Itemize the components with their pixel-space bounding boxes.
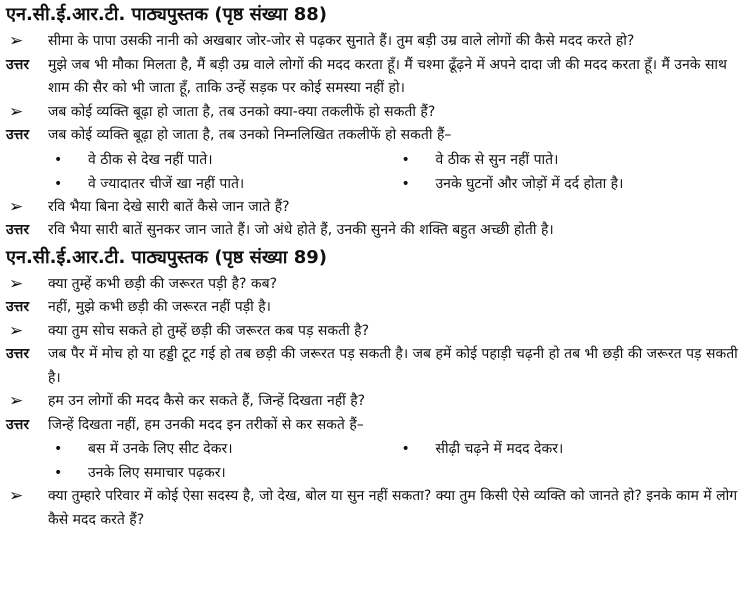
bullet-list [6, 148, 749, 196]
answer-label: उत्तर [6, 222, 30, 238]
answer-text: जब पैर में मोच हो या हड्डी टूट गई हो तब छड़ी की जरूरत पड़ सकती है। जब हमें कोई पहाड़ी चढ़नी हो तब भी छड़ी की जरूरत पड़ सकती है। [48, 346, 738, 386]
bullet-icon: • [401, 441, 410, 457]
answer-block [6, 414, 749, 438]
list-item-text: वे ज्यादातर चीजें खा नहीं पाते। [88, 175, 245, 192]
question-block [6, 485, 749, 532]
bullet-icon: • [54, 175, 63, 192]
list-item-text: उनके लिए समाचार पढ़कर। [88, 465, 226, 481]
question-text: क्या तुम सोच सकते हो तुम्हें छड़ी की जरूरत कब पड़ सकती है? [48, 322, 370, 339]
question-block [6, 390, 749, 414]
answer-label: उत्तर [6, 416, 30, 433]
question-block [6, 30, 749, 54]
list-item [54, 437, 402, 461]
answer-label: उत्तर [6, 346, 30, 362]
answer-block [6, 296, 749, 320]
answer-block [6, 343, 749, 390]
question-text: क्या तुम्हें कभी छड़ी की जरूरत पड़ी है? कब? [48, 275, 278, 292]
list-item-text: उनके घुटनों और जोड़ों में दर्द होता है। [435, 175, 624, 192]
list-item-text: सीढ़ी चढ़ने में मदद देकर। [435, 441, 564, 457]
arrow-icon: ➢ [9, 101, 24, 122]
list-item [402, 437, 750, 461]
bullet-icon: • [54, 151, 63, 168]
answer-text: नहीं, मुझे कभी छड़ी की जरूरत नहीं पड़ी है। [48, 299, 271, 315]
question-block [6, 320, 749, 344]
answer-block [6, 124, 749, 148]
answer-text: मुझे जब भी मौका मिलता है, मैं बड़ी उम्र वाले लोगों की मदद करता हूँ। मैं चश्मा ढूँढ़ने में अपने दादा जी की मदद करता हूँ। मैं उनके साथ शाम की सैर को भी जाता हूँ, ताकि उन्हें सड़क पर कोई समस्या नहीं हो। [48, 56, 727, 96]
answer-text: जब कोई व्यक्ति बूढ़ा हो जाता है, तब उनको निम्नलिखित तकलीफें हो सकती हैं– [48, 127, 452, 143]
answer-text: रवि भैया सारी बातें सुनकर जान जाते हैं। जो अंधे होते हैं, उनकी सुनने की शक्ति बहुत अच्छी होती है। [48, 222, 554, 238]
list-item [402, 148, 750, 172]
list-item [54, 172, 402, 196]
arrow-icon: ➢ [9, 273, 24, 294]
answer-label: उत्तर [6, 56, 30, 73]
bullet-icon: • [401, 151, 410, 168]
question-block [6, 196, 749, 220]
question-text: जब कोई व्यक्ति बूढ़ा हो जाता है, तब उनको क्या-क्या तकलीफें हो सकती हैं? [48, 103, 436, 120]
arrow-icon: ➢ [9, 320, 24, 341]
arrow-icon: ➢ [9, 196, 24, 217]
answer-block [6, 54, 749, 101]
bullet-icon: • [54, 441, 63, 457]
arrow-icon: ➢ [9, 391, 24, 411]
list-item-text: बस में उनके लिए सीट देकर। [88, 441, 233, 457]
list-item [54, 461, 402, 485]
question-text: क्या तुम्हारे परिवार में कोई ऐसा सदस्य है, जो देख, बोल या सुन नहीं सकता? क्या तुम किसी ऐसे व्यक्ति को जानते हो? इनके काम में लोग कैसे मदद करते हैं? [48, 488, 738, 528]
arrow-icon: ➢ [9, 486, 24, 506]
question-text: हम उन लोगों की मदद कैसे कर सकते हैं, जिन्हें दिखता नहीं है? [48, 393, 366, 409]
list-item [402, 172, 750, 196]
question-text: सीमा के पापा उसकी नानी को अखबार जोर-जोर से पढ़कर सुनाते हैं। तुम बड़ी उम्र वाले लोगों की कैसे मदद करते हो? [48, 33, 635, 49]
section-heading: एन.सी.ई.आर.टी. पाठ्यपुस्तक (पृष्ठ संख्या 89) [6, 246, 328, 268]
arrow-icon: ➢ [9, 31, 24, 51]
section-heading: एन.सी.ई.आर.टी. पाठ्यपुस्तक (पृष्ठ संख्या 88) [6, 4, 328, 25]
answer-label: उत्तर [6, 127, 30, 143]
question-block [6, 101, 749, 125]
list-item-text: वे ठीक से देख नहीं पाते। [88, 151, 213, 168]
list-item [54, 148, 402, 172]
bullet-icon: • [54, 465, 63, 481]
list-item-text: वे ठीक से सुन नहीं पाते। [435, 151, 559, 168]
answer-text: जिन्हें दिखता नहीं, हम उनकी मदद इन तरीकों से कर सकते हैं– [48, 416, 364, 433]
answer-label: उत्तर [6, 299, 30, 315]
answer-block [6, 219, 749, 243]
bullet-list [6, 437, 749, 485]
question-text: रवि भैया बिना देखे सारी बातें कैसे जान जाते हैं? [48, 198, 290, 215]
question-block [6, 273, 749, 297]
bullet-icon: • [401, 175, 410, 192]
